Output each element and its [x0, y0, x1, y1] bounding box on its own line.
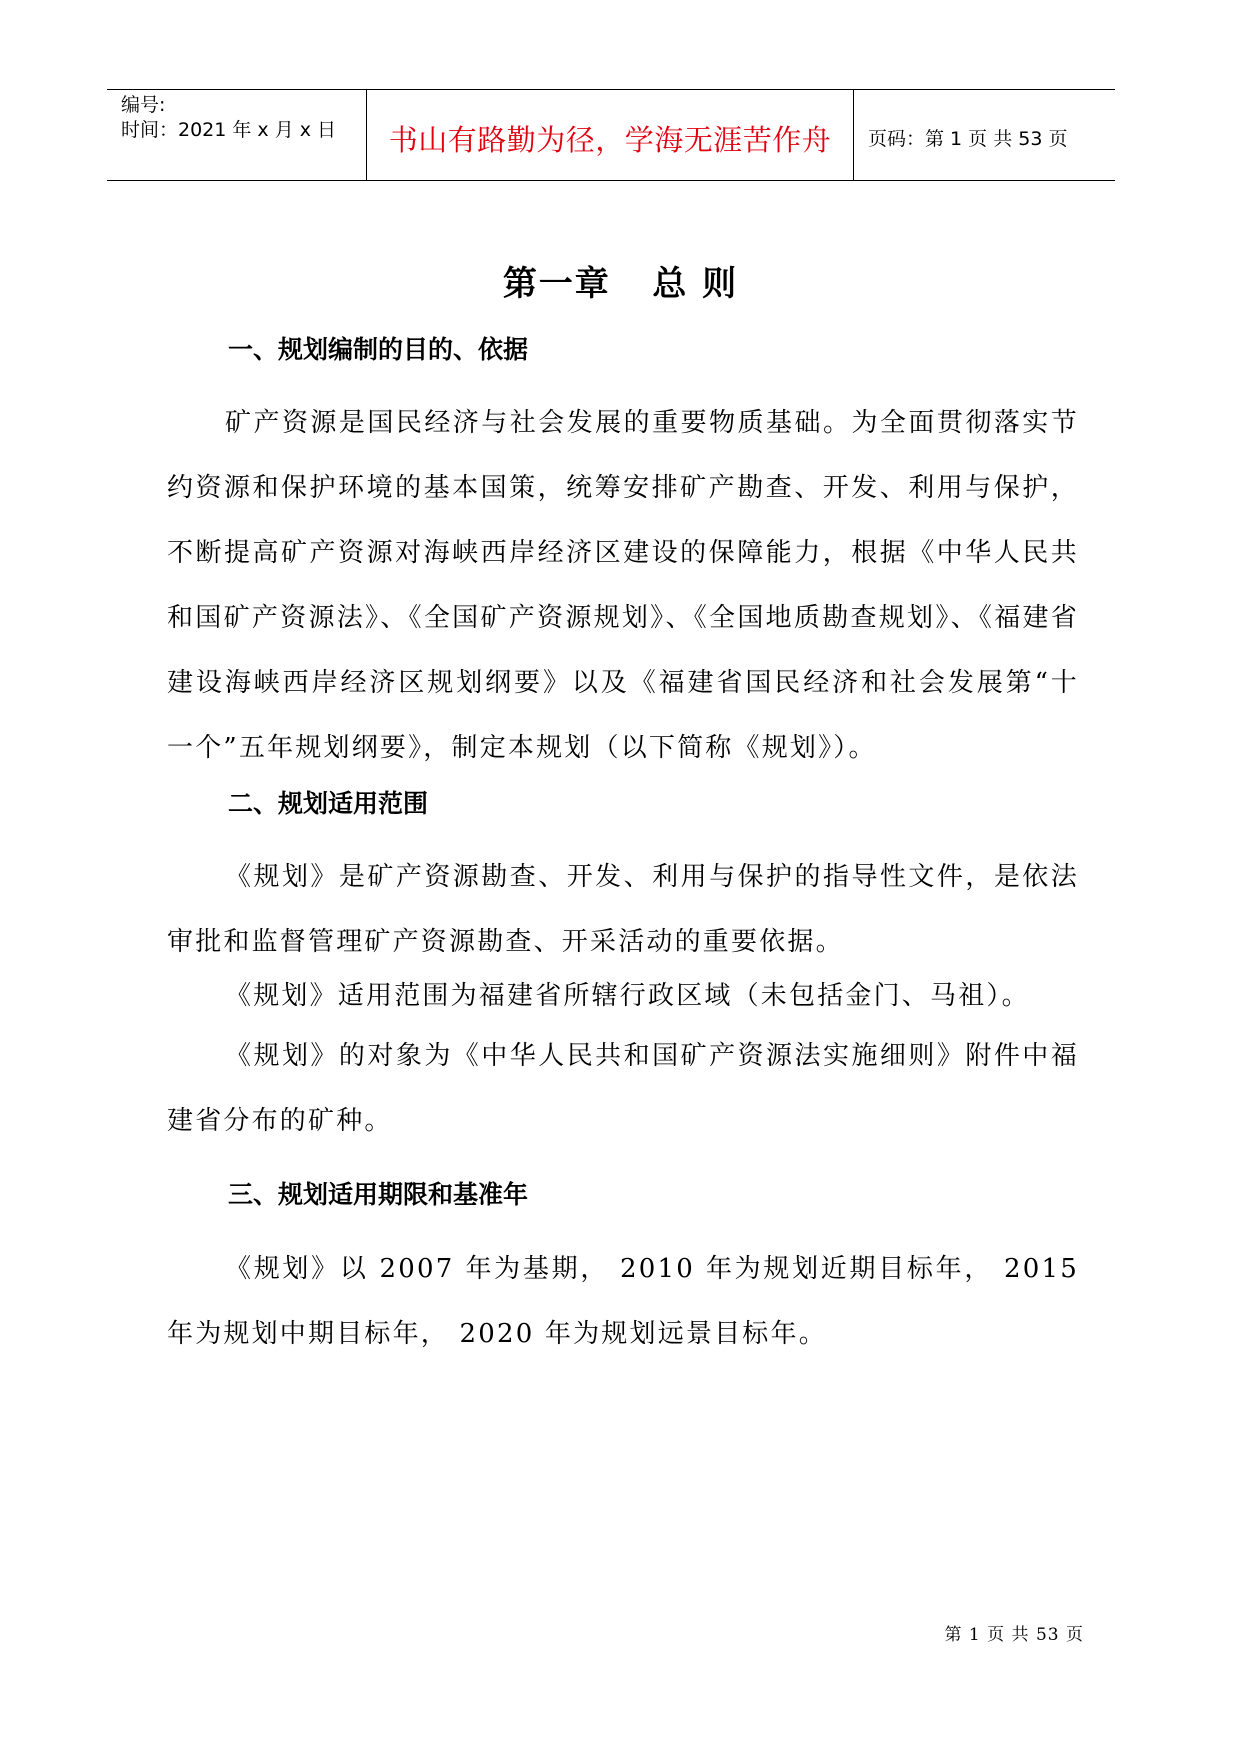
chapter-title: 第一章 总 则	[502, 264, 739, 304]
section-heading-purpose: 一、规划编制的目的、依据	[228, 335, 529, 364]
section-paragraph: 《规划》是矿产资源勘查、开发、利用与保护的指导性文件，是依法审批和监督管理矿产资源勘查、开采活动的重要依据。	[167, 862, 1079, 957]
header-meta-cell	[107, 90, 367, 180]
section-paragraph: 《规划》适用范围为福建省所辖行政区域（未包括金门、马祖）。	[225, 981, 1030, 1011]
document-number-label: 编号:	[121, 94, 166, 116]
section-paragraph: 矿产资源是国民经济与社会发展的重要物质基础。为全面贯彻落实节约资源和保护环境的基本国策，统筹安排矿产勘查、开发、利用与保护，不断提高矿产资源对海峡西岸经济区建设的保障能力，根据《中华人民共和国矿产资源法》、《全国矿产资源规划》、《全国地质勘查规划》、《福建省建设海峡西岸经济区规划纲要》以及《福建省国民经济和社会发展第“十一个”五年规划纲要》，制定本规划（以下简称《规划》）。	[167, 408, 1079, 763]
header-motto-cell	[367, 90, 854, 180]
page-footer: 第 1 页 共 53 页	[944, 1625, 1084, 1645]
section-paragraph: 《规划》以 2007 年为基期， 2010 年为规划近期目标年， 2015 年为规划中期目标年， 2020 年为规划远景目标年。	[167, 1254, 1079, 1349]
header-page-info: 页码：第 1 页 共 53 页	[868, 128, 1068, 150]
section-heading-period: 三、规划适用期限和基准年	[228, 1180, 529, 1209]
header-motto: 书山有路勤为径，学海无涯苦作舟	[388, 123, 832, 157]
section-paragraph: 《规划》的对象为《中华人民共和国矿产资源法实施细则》附件中福建省分布的矿种。	[167, 1041, 1079, 1136]
document-time-label: 时间：2021 年 x 月 x 日	[121, 119, 337, 141]
section-heading-scope: 二、规划适用范围	[228, 789, 429, 818]
header-page-cell	[854, 90, 1115, 180]
document-header	[107, 89, 1115, 181]
